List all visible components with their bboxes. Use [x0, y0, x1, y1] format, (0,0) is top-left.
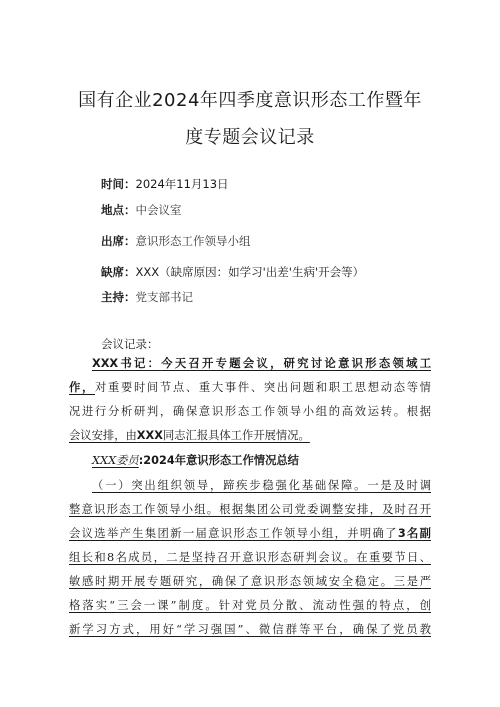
para3-line-2 — [69, 498, 431, 522]
para1-line2-lead: 作， — [69, 381, 95, 394]
meta-attendees — [101, 233, 251, 249]
para3-line-3 — [69, 522, 431, 546]
paragraph-organization-leadership — [69, 474, 431, 642]
document-title-line-2: 度专题会议记录 — [185, 127, 315, 148]
para3-line-5 — [69, 570, 431, 594]
para1-line-1 — [69, 352, 431, 376]
para1-line-4 — [69, 424, 431, 448]
meta-attendees-value: 意识形态工作领导小组 — [135, 234, 251, 248]
para3-line6-text: 格落实“三会一课”制度。针对党员分散、流动性强的特点，创 — [69, 599, 431, 612]
meta-time-value: 2024年11月13日 — [135, 177, 229, 191]
para3-line-1 — [69, 474, 431, 498]
meta-host — [101, 289, 193, 305]
para1-line4-text: 会议安排，由 — [69, 429, 137, 442]
paragraph-secretary-opening — [69, 352, 431, 448]
para3-line5-text: 敏感时期开展专题研究，确保了意识形态领域安全稳定。三是严 — [69, 575, 431, 588]
para1-line4-tail: 同志汇报具体工作开展情况。 — [162, 429, 310, 442]
para1-line-3: 况进行分析研判，确保意识形态工作领导小组的高效运转。根据 — [69, 405, 431, 418]
para3-line4-lead: 组长和 — [69, 551, 108, 564]
para3-line3-text: 会议选举产生集团新一届意识形态工作领导小组，并明确了 — [69, 527, 398, 540]
meta-time — [101, 176, 229, 192]
para1-line2-text: 对重要时间节点、重大事件、突出问题和职工思想动态等情 — [94, 381, 431, 394]
para2-speaker: XXX委员 — [92, 454, 139, 467]
para1-line4-name: XXX — [136, 429, 163, 442]
record-heading: 会议记录： — [101, 337, 159, 351]
para3-line-6 — [69, 594, 431, 618]
para3-line3-num: 3名副 — [397, 527, 431, 540]
meta-place-value: 中会议室 — [135, 203, 182, 217]
para3-line-4 — [69, 546, 431, 570]
para3-line-7 — [69, 618, 431, 642]
meta-place — [101, 202, 182, 218]
para3-line4-text: 8名成员，二是坚持召开意识形态研判会议。在重要节日、 — [107, 551, 431, 564]
para1-line-2 — [69, 376, 431, 400]
meta-attendees-label: 出席： — [101, 234, 136, 248]
meta-host-label: 主持： — [101, 290, 136, 304]
meta-absent-value: XXX（缺席原因：如学习'出差'生病'开会等） — [135, 265, 365, 279]
meta-host-value: 党支部书记 — [135, 290, 193, 304]
meta-time-label: 时间： — [101, 177, 136, 191]
meta-place-label: 地点： — [101, 203, 136, 217]
meta-absent-label: 缺席： — [101, 265, 136, 279]
para3-line2-text: 整意识形态工作领导小组。根据集团公司党委调整安排，及时召开 — [69, 503, 431, 516]
meta-absent — [101, 264, 364, 280]
paragraph-committee-summary-heading — [69, 449, 431, 473]
document-title-line-1: 国有企业2024年四季度意识形态工作暨年 — [78, 90, 422, 111]
para1-speaker: XXX书记： — [92, 357, 162, 370]
para2-title: :2024年意识形态工作情况总结 — [138, 454, 299, 467]
para3-line7-text: 新学习方式，用好“学习强国”、微信群等平台，确保了党员教 — [69, 623, 431, 636]
para3-line1-text: （一）突出组织领导，蹄疾步稳强化基础保障。一是及时调 — [92, 479, 431, 492]
para1-line1-text: 今天召开专题会议，研究讨论意识形态领域工 — [161, 357, 431, 370]
